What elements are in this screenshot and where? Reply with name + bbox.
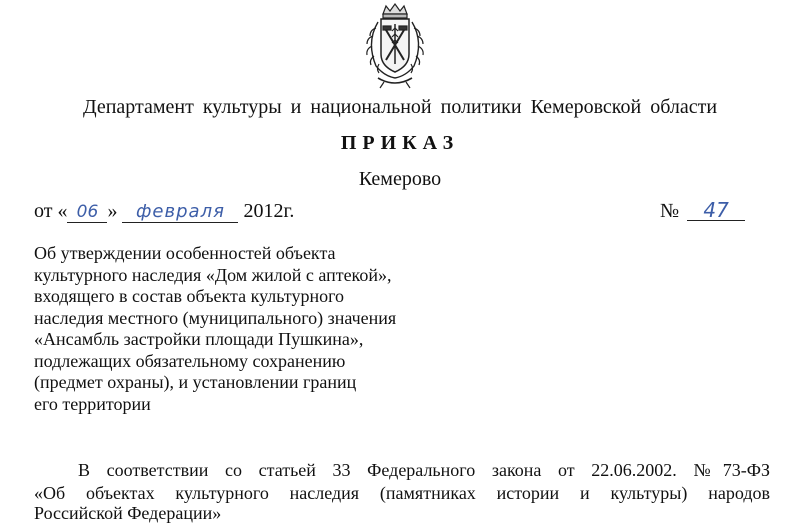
number-label: № [660, 200, 680, 222]
date-day-handwritten: 06 [67, 202, 107, 223]
subject-line: подлежащих обязательному сохранению [34, 350, 346, 371]
subject-line: входящего в состав объекта культурного [34, 286, 345, 306]
subject-line: (предмет охраны), и установлении границ [34, 372, 357, 392]
date-prefix: от « [34, 200, 68, 222]
subject-line: его территории [34, 393, 151, 414]
date-line [34, 200, 294, 223]
body-paragraph-line-2: «Об объектах культурного наследия (памятниках истории и культуры) народов [34, 483, 770, 503]
date-month-handwritten: февраля [122, 202, 238, 223]
body-paragraph-line-1: В соответствии со статьей 33 Федерального закона от 22.06.2002. №73-ФЗ [78, 460, 770, 480]
order-number-line [660, 200, 745, 223]
order-subject [34, 243, 396, 415]
subject-line: Об утверждении особенностей объекта [34, 243, 336, 263]
date-close-quote: » [107, 200, 118, 222]
department-heading: Департамент культуры и национальной политики Кемеровской области [82, 96, 718, 118]
subject-line: «Ансамбль застройки площади Пушкина», [34, 329, 364, 349]
subject-line: культурного наследия «Дом жилой с аптекой», [34, 264, 392, 285]
order-number-handwritten: 47 [687, 200, 745, 221]
body-paragraph-line-3: Российской Федерации» [34, 503, 222, 523]
date-year: 2012г. [243, 200, 295, 222]
subject-line: наследия местного (муниципального) значения [34, 307, 397, 328]
coat-of-arms-icon [348, 2, 442, 90]
document-title: ПРИКАЗ [340, 132, 460, 154]
city-name: Кемерово [358, 168, 442, 190]
